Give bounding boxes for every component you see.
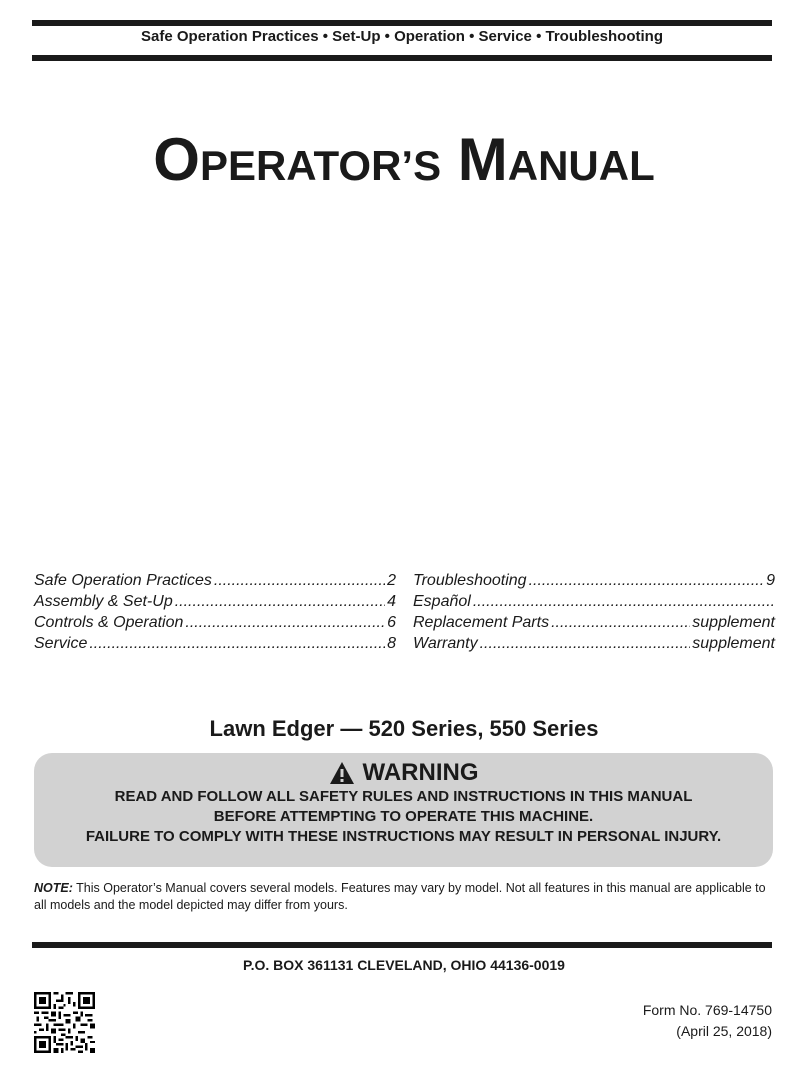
model-note: [34, 880, 774, 914]
top-rule-upper: [32, 20, 772, 26]
toc-item[interactable]: [413, 635, 775, 656]
toc-item[interactable]: [413, 572, 775, 593]
toc-page: 4: [387, 593, 396, 610]
toc-label: Warranty: [413, 635, 478, 652]
page-title: [0, 126, 808, 193]
warning-line: FAILURE TO COMPLY WITH THESE INSTRUCTIONS MAY RESULT IN PERSONAL INJURY.: [85, 828, 722, 845]
toc-page: 2: [387, 572, 396, 589]
toc-page: supplement: [692, 614, 775, 631]
toc-label: Troubleshooting: [413, 572, 527, 589]
title-letter-o: O: [153, 126, 200, 193]
form-number: Form No. 769-14750: [642, 1002, 772, 1018]
warning-title: WARNING: [362, 759, 479, 786]
toc-item[interactable]: [34, 572, 396, 593]
title-word-operator: PERATOR’S: [199, 142, 442, 189]
toc-item[interactable]: [34, 614, 396, 635]
qr-code-icon: [34, 992, 95, 1053]
toc-label: Safe Operation Practices: [34, 572, 212, 589]
warning-triangle-icon: [329, 761, 355, 785]
title-word-manual: ANUAL: [507, 142, 655, 189]
warning-box: [34, 753, 773, 867]
toc-left-column: [34, 572, 396, 656]
toc-page: 9: [766, 572, 775, 589]
warning-line: READ AND FOLLOW ALL SAFETY RULES AND INSTRUCTIONS IN THIS MANUAL: [114, 788, 693, 805]
note-text: This Operator’s Manual covers several models. Features may vary by model. Not all features in this manual are applicable to all models and the model depicted may differ from yours.: [34, 881, 766, 912]
top-rule-lower: [32, 55, 772, 61]
toc-item[interactable]: [413, 614, 775, 635]
toc-item[interactable]: [34, 593, 396, 614]
title-letter-m: M: [457, 126, 508, 193]
toc-right-column: [413, 572, 775, 656]
section-nav: Safe Operation Practices • Set-Up • Operation • Service • Troubleshooting: [141, 28, 663, 45]
toc-page: 8: [387, 635, 396, 652]
toc-label: Assembly & Set-Up: [34, 593, 173, 610]
toc-label: Controls & Operation: [34, 614, 184, 631]
form-info: [643, 1000, 772, 1042]
toc-item[interactable]: [34, 635, 396, 656]
toc-label: Service: [34, 635, 88, 652]
form-date: (April 25, 2018): [676, 1023, 772, 1039]
toc-label: Replacement Parts: [413, 614, 550, 631]
company-address: P.O. BOX 361131 CLEVELAND, OHIO 44136-0019: [243, 957, 565, 973]
bottom-rule: [32, 942, 772, 948]
note-label: NOTE:: [34, 881, 73, 895]
product-subtitle: Lawn Edger — 520 Series, 550 Series: [209, 716, 599, 741]
toc-page: supplement: [692, 635, 775, 652]
toc-item[interactable]: [413, 593, 775, 614]
toc-page: 6: [387, 614, 396, 631]
warning-heading: [34, 759, 773, 787]
warning-line: BEFORE ATTEMPTING TO OPERATE THIS MACHINE.: [213, 808, 594, 825]
toc-label: Español: [413, 593, 471, 610]
